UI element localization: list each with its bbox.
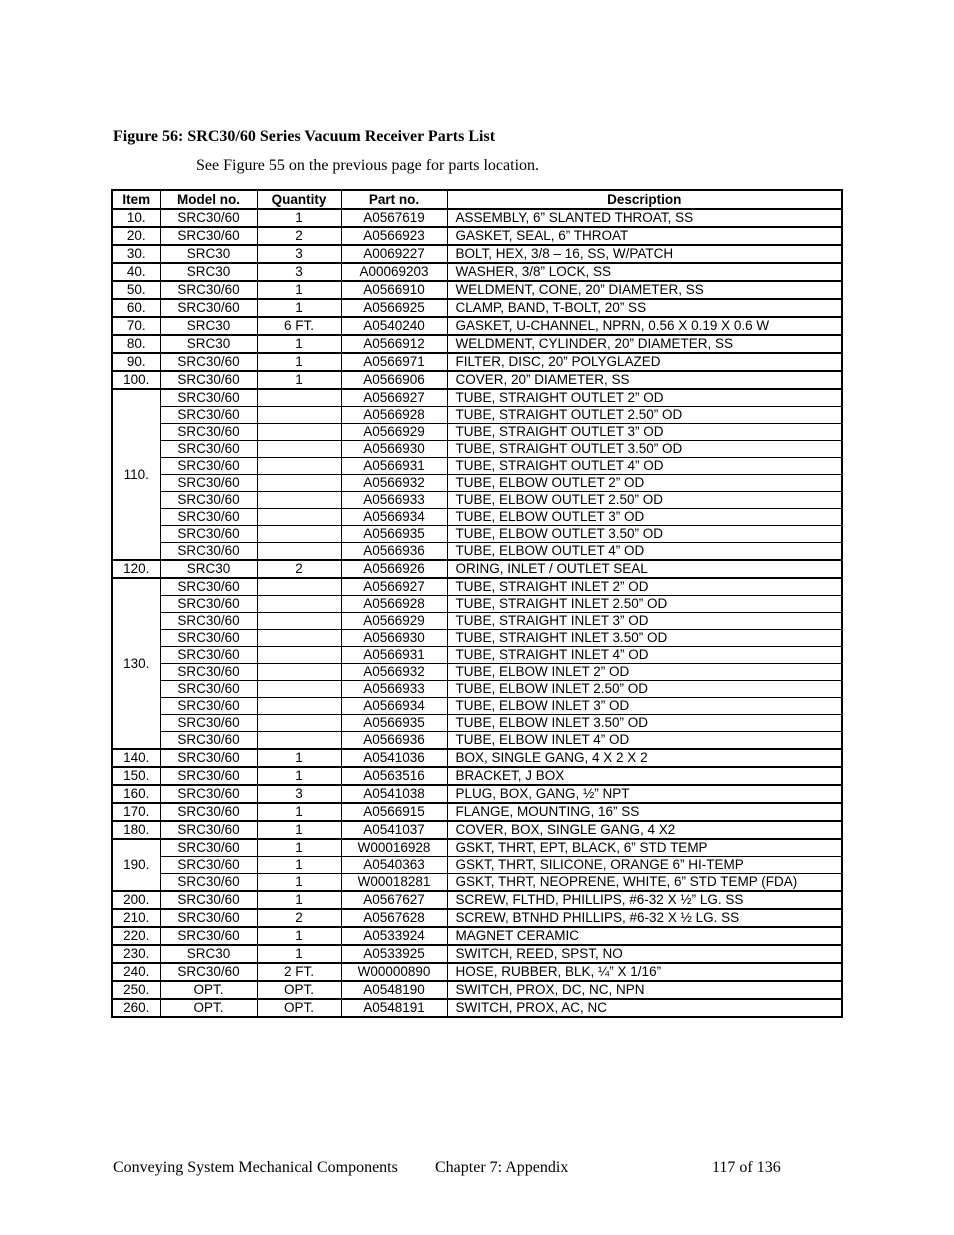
table-row	[112, 874, 842, 892]
table-row	[112, 596, 842, 613]
cell-description: TUBE, STRAIGHT INLET 3.50” OD	[447, 630, 842, 647]
cell-model: SRC30/60	[160, 927, 257, 945]
cell-part-no: A0541038	[341, 785, 447, 803]
table-row	[112, 613, 842, 630]
cell-item: 50.	[112, 281, 160, 299]
cell-quantity: 1	[257, 749, 341, 767]
cell-description: TUBE, ELBOW INLET 4” OD	[447, 732, 842, 750]
cell-model: SRC30/60	[160, 647, 257, 664]
table-row	[112, 245, 842, 263]
cell-part-no: A0567628	[341, 909, 447, 927]
cell-part-no: A0566910	[341, 281, 447, 299]
cell-model: SRC30/60	[160, 630, 257, 647]
cell-description: TUBE, ELBOW INLET 3” OD	[447, 698, 842, 715]
table-row	[112, 578, 842, 596]
table-row	[112, 492, 842, 509]
cell-model: SRC30/60	[160, 681, 257, 698]
cell-item: 130.	[112, 578, 160, 749]
cell-part-no: A0566931	[341, 647, 447, 664]
cell-item: 230.	[112, 945, 160, 963]
table-row	[112, 785, 842, 803]
cell-description: PLUG, BOX, GANG, ½” NPT	[447, 785, 842, 803]
cell-model: SRC30/60	[160, 767, 257, 785]
cell-quantity	[257, 389, 341, 407]
cell-quantity: 1	[257, 945, 341, 963]
cell-quantity	[257, 458, 341, 475]
table-row	[112, 389, 842, 407]
table-group	[112, 371, 842, 389]
cell-model: SRC30/60	[160, 424, 257, 441]
cell-model: SRC30	[160, 945, 257, 963]
cell-description: TUBE, STRAIGHT OUTLET 3” OD	[447, 424, 842, 441]
cell-part-no: A0566930	[341, 630, 447, 647]
cell-model: SRC30/60	[160, 715, 257, 732]
table-row	[112, 209, 842, 227]
cell-model: SRC30/60	[160, 543, 257, 561]
table-row	[112, 803, 842, 821]
cell-description: SWITCH, PROX, AC, NC	[447, 999, 842, 1017]
table-group	[112, 749, 842, 767]
cell-quantity: 1	[257, 767, 341, 785]
cell-description: SWITCH, PROX, DC, NC, NPN	[447, 981, 842, 999]
cell-part-no: A0566906	[341, 371, 447, 389]
cell-item: 170.	[112, 803, 160, 821]
table-group	[112, 999, 842, 1017]
cell-description: TUBE, ELBOW OUTLET 2.50” OD	[447, 492, 842, 509]
table-row	[112, 371, 842, 389]
cell-part-no: A0566932	[341, 475, 447, 492]
table-group	[112, 909, 842, 927]
cell-model: SRC30/60	[160, 492, 257, 509]
cell-quantity: 1	[257, 839, 341, 857]
cell-part-no: A0566934	[341, 698, 447, 715]
cell-description: ORING, INLET / OUTLET SEAL	[447, 560, 842, 578]
cell-part-no: A0566926	[341, 560, 447, 578]
cell-item: 100.	[112, 371, 160, 389]
cell-model: SRC30/60	[160, 891, 257, 909]
table-row	[112, 664, 842, 681]
cell-quantity: 1	[257, 299, 341, 317]
cell-item: 60.	[112, 299, 160, 317]
cell-quantity: 1	[257, 857, 341, 874]
cell-quantity: 6 FT.	[257, 317, 341, 335]
cell-part-no: A0548190	[341, 981, 447, 999]
cell-part-no: A0566936	[341, 732, 447, 750]
cell-item: 90.	[112, 353, 160, 371]
table-row	[112, 475, 842, 492]
cell-quantity	[257, 475, 341, 492]
cell-description: WASHER, 3/8” LOCK, SS	[447, 263, 842, 281]
table-row	[112, 526, 842, 543]
table-row	[112, 458, 842, 475]
cell-part-no: W00016928	[341, 839, 447, 857]
cell-part-no: A0540240	[341, 317, 447, 335]
cell-part-no: A0533924	[341, 927, 447, 945]
table-group	[112, 263, 842, 281]
cell-model: SRC30/60	[160, 281, 257, 299]
table-group	[112, 785, 842, 803]
cell-description: MAGNET CERAMIC	[447, 927, 842, 945]
table-row	[112, 227, 842, 245]
cell-description: SWITCH, REED, SPST, NO	[447, 945, 842, 963]
cell-part-no: A0566928	[341, 407, 447, 424]
cell-quantity: 1	[257, 353, 341, 371]
cell-model: SRC30/60	[160, 732, 257, 750]
cell-description: GASKET, SEAL, 6” THROAT	[447, 227, 842, 245]
cell-item: 250.	[112, 981, 160, 999]
cell-part-no: A0566923	[341, 227, 447, 245]
cell-quantity	[257, 509, 341, 526]
table-row	[112, 263, 842, 281]
cell-item: 180.	[112, 821, 160, 839]
cell-quantity: 3	[257, 263, 341, 281]
cell-part-no: A0566935	[341, 526, 447, 543]
header-part-no: Part no.	[341, 190, 447, 209]
cell-part-no: A0548191	[341, 999, 447, 1017]
table-row	[112, 407, 842, 424]
cell-part-no: A0566929	[341, 613, 447, 630]
cell-item: 10.	[112, 209, 160, 227]
cell-description: TUBE, ELBOW INLET 3.50” OD	[447, 715, 842, 732]
cell-quantity	[257, 526, 341, 543]
cell-part-no: A0566933	[341, 492, 447, 509]
cell-description: BOLT, HEX, 3/8 – 16, SS, W/PATCH	[447, 245, 842, 263]
table-group	[112, 839, 842, 891]
cell-item: 140.	[112, 749, 160, 767]
cell-model: SRC30/60	[160, 874, 257, 892]
cell-model: SRC30/60	[160, 857, 257, 874]
table-group	[112, 927, 842, 945]
cell-description: TUBE, STRAIGHT OUTLET 4” OD	[447, 458, 842, 475]
cell-model: SRC30/60	[160, 475, 257, 492]
cell-part-no: A0069227	[341, 245, 447, 263]
cell-description: FILTER, DISC, 20” POLYGLAZED	[447, 353, 842, 371]
cell-part-no: A0541036	[341, 749, 447, 767]
table-row	[112, 299, 842, 317]
cell-description: TUBE, STRAIGHT INLET 2.50” OD	[447, 596, 842, 613]
cell-quantity: 1	[257, 209, 341, 227]
cell-model: SRC30/60	[160, 458, 257, 475]
cell-model: SRC30/60	[160, 407, 257, 424]
cell-item: 160.	[112, 785, 160, 803]
cell-description: CLAMP, BAND, T-BOLT, 20” SS	[447, 299, 842, 317]
table-group	[112, 299, 842, 317]
parts-table	[111, 189, 843, 1018]
cell-description: GSKT, THRT, NEOPRENE, WHITE, 6” STD TEMP (FDA)	[447, 874, 842, 892]
cell-part-no: A0566925	[341, 299, 447, 317]
cell-part-no: W00018281	[341, 874, 447, 892]
cell-quantity: 1	[257, 927, 341, 945]
table-row	[112, 927, 842, 945]
cell-quantity	[257, 596, 341, 613]
table-group	[112, 389, 842, 560]
cell-quantity	[257, 647, 341, 664]
cell-description: TUBE, ELBOW OUTLET 4” OD	[447, 543, 842, 561]
cell-quantity: 2	[257, 560, 341, 578]
cell-model: SRC30/60	[160, 698, 257, 715]
cell-description: SCREW, BTNHD PHILLIPS, #6-32 X ½ LG. SS	[447, 909, 842, 927]
table-row	[112, 647, 842, 664]
table-row	[112, 424, 842, 441]
table-group	[112, 821, 842, 839]
cell-model: SRC30/60	[160, 578, 257, 596]
table-row	[112, 857, 842, 874]
table-group	[112, 803, 842, 821]
table-row	[112, 963, 842, 981]
cell-quantity	[257, 407, 341, 424]
table-row	[112, 630, 842, 647]
cell-quantity: OPT.	[257, 999, 341, 1017]
cell-quantity: 2	[257, 227, 341, 245]
cell-description: TUBE, ELBOW INLET 2.50” OD	[447, 681, 842, 698]
cell-item: 150.	[112, 767, 160, 785]
table-row	[112, 335, 842, 353]
cell-model: SRC30/60	[160, 441, 257, 458]
cell-description: FLANGE, MOUNTING, 16” SS	[447, 803, 842, 821]
cell-part-no: A0533925	[341, 945, 447, 963]
table-row	[112, 732, 842, 750]
cell-part-no: A0566931	[341, 458, 447, 475]
cell-description: TUBE, ELBOW OUTLET 3” OD	[447, 509, 842, 526]
cell-part-no: A0563516	[341, 767, 447, 785]
cell-part-no: A0566929	[341, 424, 447, 441]
cell-model: SRC30	[160, 245, 257, 263]
table-row	[112, 441, 842, 458]
table-group	[112, 945, 842, 963]
cell-item: 210.	[112, 909, 160, 927]
cell-description: HOSE, RUBBER, BLK, ¼” X 1/16”	[447, 963, 842, 981]
table-row	[112, 909, 842, 927]
table-row	[112, 560, 842, 578]
cell-quantity	[257, 492, 341, 509]
header-description: Description	[447, 190, 842, 209]
cell-model: SRC30	[160, 317, 257, 335]
table-row	[112, 353, 842, 371]
cell-item: 260.	[112, 999, 160, 1017]
cell-item: 20.	[112, 227, 160, 245]
cell-part-no: A0566971	[341, 353, 447, 371]
cell-quantity: 1	[257, 891, 341, 909]
cell-model: SRC30/60	[160, 909, 257, 927]
cell-part-no: A0540363	[341, 857, 447, 874]
cell-description: TUBE, ELBOW OUTLET 2” OD	[447, 475, 842, 492]
cell-model: SRC30/60	[160, 664, 257, 681]
cell-quantity: 2 FT.	[257, 963, 341, 981]
cell-part-no: A0566928	[341, 596, 447, 613]
cell-description: ASSEMBLY, 6” SLANTED THROAT, SS	[447, 209, 842, 227]
cell-part-no: A0566927	[341, 578, 447, 596]
cell-quantity	[257, 698, 341, 715]
cell-model: SRC30/60	[160, 839, 257, 857]
cell-quantity	[257, 578, 341, 596]
cell-quantity: 1	[257, 335, 341, 353]
cell-item: 40.	[112, 263, 160, 281]
cell-description: TUBE, STRAIGHT INLET 4” OD	[447, 647, 842, 664]
table-row	[112, 945, 842, 963]
footer-section: Conveying System Mechanical Components	[113, 1159, 398, 1176]
cell-model: SRC30/60	[160, 821, 257, 839]
table-row	[112, 749, 842, 767]
cell-quantity	[257, 681, 341, 698]
cell-quantity	[257, 630, 341, 647]
cell-quantity: OPT.	[257, 981, 341, 999]
table-row	[112, 767, 842, 785]
cell-part-no: W00000890	[341, 963, 447, 981]
table-row	[112, 981, 842, 999]
cell-description: COVER, 20” DIAMETER, SS	[447, 371, 842, 389]
cell-item: 30.	[112, 245, 160, 263]
cell-part-no: A0566915	[341, 803, 447, 821]
cell-model: OPT.	[160, 999, 257, 1017]
table-row	[112, 715, 842, 732]
cell-model: SRC30/60	[160, 596, 257, 613]
table-row	[112, 281, 842, 299]
cell-description: COVER, BOX, SINGLE GANG, 4 X2	[447, 821, 842, 839]
cell-item: 120.	[112, 560, 160, 578]
cell-description: GSKT, THRT, EPT, BLACK, 6” STD TEMP	[447, 839, 842, 857]
cell-model: SRC30/60	[160, 785, 257, 803]
cell-model: SRC30/60	[160, 613, 257, 630]
cell-quantity	[257, 424, 341, 441]
cell-model: SRC30/60	[160, 526, 257, 543]
cell-quantity: 2	[257, 909, 341, 927]
cell-model: SRC30/60	[160, 227, 257, 245]
header-item: Item	[112, 190, 160, 209]
table-group	[112, 963, 842, 981]
cell-item: 70.	[112, 317, 160, 335]
cell-description: GASKET, U-CHANNEL, NPRN, 0.56 X 0.19 X 0.6 W	[447, 317, 842, 335]
table-group	[112, 281, 842, 299]
cell-part-no: A0566936	[341, 543, 447, 561]
table-row	[112, 543, 842, 561]
cell-quantity: 3	[257, 245, 341, 263]
cell-description: BRACKET, J BOX	[447, 767, 842, 785]
cell-item: 240.	[112, 963, 160, 981]
table-group	[112, 209, 842, 227]
cell-part-no: A0567619	[341, 209, 447, 227]
table-group	[112, 317, 842, 335]
cell-description: TUBE, STRAIGHT INLET 2” OD	[447, 578, 842, 596]
figure-note: See Figure 55 on the previous page for parts location.	[196, 157, 540, 174]
cell-quantity: 1	[257, 281, 341, 299]
cell-quantity	[257, 613, 341, 630]
table-group	[112, 335, 842, 353]
cell-part-no: A0566927	[341, 389, 447, 407]
cell-part-no: A00069203	[341, 263, 447, 281]
table-row	[112, 317, 842, 335]
cell-item: 220.	[112, 927, 160, 945]
cell-model: SRC30/60	[160, 299, 257, 317]
cell-model: SRC30/60	[160, 209, 257, 227]
cell-model: SRC30	[160, 335, 257, 353]
table-row	[112, 698, 842, 715]
cell-quantity	[257, 441, 341, 458]
table-group	[112, 245, 842, 263]
cell-quantity: 1	[257, 874, 341, 892]
cell-description: TUBE, STRAIGHT INLET 3” OD	[447, 613, 842, 630]
cell-model: SRC30/60	[160, 509, 257, 526]
cell-quantity: 1	[257, 821, 341, 839]
cell-part-no: A0567627	[341, 891, 447, 909]
table-group	[112, 891, 842, 909]
cell-description: BOX, SINGLE GANG, 4 X 2 X 2	[447, 749, 842, 767]
table-row	[112, 681, 842, 698]
table-row	[112, 999, 842, 1017]
table-group	[112, 767, 842, 785]
cell-model: SRC30	[160, 560, 257, 578]
cell-quantity: 1	[257, 803, 341, 821]
cell-quantity	[257, 715, 341, 732]
cell-item: 190.	[112, 839, 160, 891]
table-group	[112, 578, 842, 749]
figure-title: Figure 56: SRC30/60 Series Vacuum Receiver Parts List	[113, 128, 496, 145]
table-row	[112, 891, 842, 909]
cell-model: SRC30/60	[160, 389, 257, 407]
cell-description: GSKT, THRT, SILICONE, ORANGE 6” HI-TEMP	[447, 857, 842, 874]
cell-quantity	[257, 664, 341, 681]
cell-description: TUBE, ELBOW INLET 2” OD	[447, 664, 842, 681]
cell-quantity: 1	[257, 371, 341, 389]
footer-page-number: 117 of 136	[712, 1159, 781, 1176]
cell-item: 110.	[112, 389, 160, 560]
cell-model: SRC30/60	[160, 963, 257, 981]
cell-part-no: A0541037	[341, 821, 447, 839]
table-group	[112, 227, 842, 245]
cell-description: TUBE, ELBOW OUTLET 3.50” OD	[447, 526, 842, 543]
table-row	[112, 839, 842, 857]
cell-part-no: A0566912	[341, 335, 447, 353]
table-group	[112, 560, 842, 578]
cell-part-no: A0566930	[341, 441, 447, 458]
cell-description: TUBE, STRAIGHT OUTLET 3.50” OD	[447, 441, 842, 458]
cell-part-no: A0566932	[341, 664, 447, 681]
table-row	[112, 821, 842, 839]
header-model: Model no.	[160, 190, 257, 209]
cell-description: WELDMENT, CYLINDER, 20” DIAMETER, SS	[447, 335, 842, 353]
cell-model: SRC30/60	[160, 749, 257, 767]
table-header-row	[112, 190, 842, 209]
header-quantity: Quantity	[257, 190, 341, 209]
cell-description: WELDMENT, CONE, 20” DIAMETER, SS	[447, 281, 842, 299]
cell-model: SRC30/60	[160, 371, 257, 389]
cell-description: TUBE, STRAIGHT OUTLET 2” OD	[447, 389, 842, 407]
cell-item: 80.	[112, 335, 160, 353]
table-row	[112, 509, 842, 526]
table-group	[112, 981, 842, 999]
cell-description: SCREW, FLTHD, PHILLIPS, #6-32 X ½” LG. SS	[447, 891, 842, 909]
table-group	[112, 353, 842, 371]
footer-chapter: Chapter 7: Appendix	[435, 1159, 569, 1176]
cell-description: TUBE, STRAIGHT OUTLET 2.50” OD	[447, 407, 842, 424]
cell-quantity	[257, 732, 341, 750]
cell-part-no: A0566933	[341, 681, 447, 698]
cell-part-no: A0566935	[341, 715, 447, 732]
cell-model: SRC30/60	[160, 803, 257, 821]
cell-part-no: A0566934	[341, 509, 447, 526]
cell-item: 200.	[112, 891, 160, 909]
cell-model: SRC30	[160, 263, 257, 281]
cell-model: SRC30/60	[160, 353, 257, 371]
cell-model: OPT.	[160, 981, 257, 999]
cell-quantity	[257, 543, 341, 561]
cell-quantity: 3	[257, 785, 341, 803]
